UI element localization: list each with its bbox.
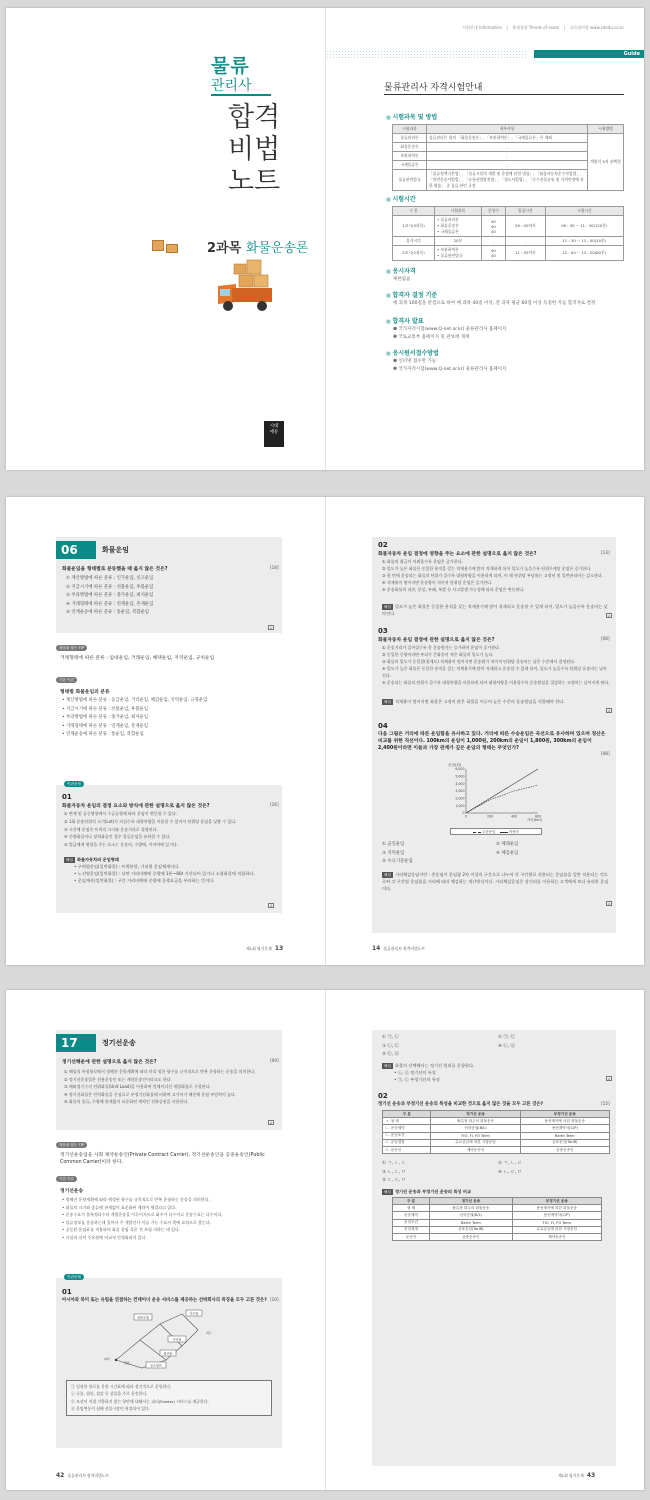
option: ② 정기선운송업은 전용운송인 또는 계약운송인이라고도 한다. — [64, 1076, 172, 1082]
q02-options — [382, 558, 610, 593]
question-year: [18] — [270, 565, 279, 570]
option: ④ ㄴ, ㄹ, ㅁ — [498, 1169, 522, 1175]
td: 보관하역론 — [393, 152, 427, 161]
option: ④ 밀도가 높은 화물은 동일한 용적을 갖는 적재용기에 많이 적재하고 운송할 수 있게 되어, 밀도가 높을수록 단위당 운송비는 낮아진다. — [382, 666, 607, 678]
option: ① 균일운임 — [382, 842, 405, 847]
option: ② ㄱ, ㄴ, ㄹ — [498, 1161, 522, 1166]
tip-pill: 정답을 찾는 TIP — [56, 1142, 87, 1148]
related-q-year: [10] — [270, 1297, 279, 1302]
option: ② 밀도가 높은 화물은 동일한 용적을 갖는 적재용기에 많이 적재하게 되어 밀도가 높을수록 단위무게당 운임은 증가한다. — [382, 566, 592, 571]
diagram-node: 허브 — [206, 1331, 212, 1335]
chart-y-tick: 5,000 — [455, 774, 465, 779]
explanation-tag: 해설 — [384, 605, 391, 609]
diagram-node: 중소항만 — [150, 1363, 162, 1368]
th: 부정기선 운송 — [520, 1111, 609, 1118]
tip-pill: 정답을 찾는 TIP — [56, 645, 87, 651]
th: 부정기선 운송 — [512, 1198, 601, 1205]
td: 운임조건 — [393, 1219, 430, 1226]
td: - — [427, 152, 588, 161]
td: 휴식시간 — [393, 237, 435, 246]
header-item: 시험안내 Information — [462, 25, 503, 30]
section-eligibility: ■ 응시자격 — [386, 266, 416, 275]
legend-item: 직선비 — [508, 830, 519, 834]
td: 「물류정책기본법」, 「물류시설의 개발 및 운영에 관한 법률」, 「화물자동차운수사업법」, 「항만운송사업법」, 「유통산업발전법」, 「철도사업법」, 「농수산물유통 및 가격안정에 관한 법률」 중 물류 관련 규정 — [427, 170, 588, 191]
td: 12 : 00 ~ 13 : 20(80분) — [545, 246, 623, 261]
option: ① 운송거리가 길어질수록 총 운송원가는 증가하며 운임이 증가한다. — [382, 645, 501, 650]
option: ② ㉠, ㉢ — [498, 1035, 515, 1040]
td: 국제물류론 — [393, 161, 427, 170]
td: ㄱ. 형 태 — [383, 1118, 431, 1125]
option: ③ 해외정기수지 단위화물(Unit Load)을 이용하여 컨테이너선 개발화물로 구성된다. — [64, 1084, 211, 1090]
page-number: 14 — [372, 945, 381, 952]
explanation-title: 화물자동차의 운임형태 — [76, 857, 119, 862]
td: 2교시(2과목) — [393, 246, 435, 261]
td: 용선계약서(C/P) — [520, 1125, 609, 1132]
eligibility-text: 제한없음 — [393, 277, 411, 282]
th: 구 분 — [393, 1198, 430, 1205]
td: 40 40 40 — [481, 216, 506, 237]
option: ② 동일한 중량이라면 부피가 큰화물이 적은 화물의 밀도가 높다. — [382, 652, 494, 657]
q02-text: 화물자동차 운임 결정에 영향을 주는 요소에 관한 설명으로 옳지 않은 것은? — [378, 552, 537, 557]
distance-fare-chart — [444, 761, 544, 827]
section-announcement: ■ 합격자 발표 — [386, 316, 424, 325]
chart-y-tick: 4,000 — [455, 781, 465, 786]
th: 세부사항 — [427, 125, 588, 134]
explanation-tag: 해설 — [66, 858, 73, 862]
td: 계약운송인 — [512, 1233, 601, 1240]
explanation-line: • ㉠, ㉢ 부정기선의 특징 — [394, 1077, 440, 1083]
chart-x-tick: 200 — [486, 814, 494, 819]
explanation-text: 거리체감운임이란 : 총운임이 운임함 2차 이상의 구간으로 나누어 각 구간별로 적용되는 운임률을 일반 적용되는 것으로써 각 구간별 운임률을 거리에 따라 체감하는 개산방식이다. 거리체감운임은 장거리를 이용하는 고객에게 보다 유리한 운임이다. — [382, 872, 609, 892]
guide-title-rule — [384, 94, 624, 95]
q04-text: 다음 그림은 거리에 따른 운임함을 유사하고 있다. 거리에 따른 수송운임은 곡선으로 유사하며 있으며 정산은 비교를 위한 직선이다. 100km의 운임이 1,000원, 200km의 운임이 1,800원, 300km의 운임이 2,400원이라면 이들과 가장 관계가 깊은 운임의 형태는 무엇인가? — [378, 732, 606, 752]
related-q-explanation — [64, 856, 255, 885]
td: 물류관리론 내의 「화물운송론」, 「보관하역론」, 「국제물류론」은 제외 — [427, 134, 588, 143]
tip-text: 정기선운송업을 사회 제약운송인(Private Contract Carrier), 정기선운송인을 공중운송인(Public Common Carrier)이라 한다. — [60, 1153, 265, 1166]
section-pass-criteria: ■ 합격자 결정 기준 — [386, 290, 437, 299]
theory-item: • 공동된 운임표를 적용하며 화물 운임 혹은 전 보험 의하는 데 있다. — [62, 1227, 181, 1233]
th: 시험과목 — [393, 125, 427, 134]
option: ③ 화물의 밀도가 동일할(합계도) 적재율이 떨어지면 운송원가 적어져 단위당 운송비는 낮은 수준에서 결정된다. — [382, 659, 576, 664]
diagram-node: 피더 — [104, 1357, 110, 1361]
comparison-answer-table — [392, 1197, 602, 1241]
answer-badge: ② — [269, 1121, 273, 1125]
td: 공표운임(Tariff) — [430, 1226, 513, 1233]
box-illustration — [152, 240, 164, 251]
q04-options-right — [496, 841, 518, 858]
td: 용선계약에 의한 화물운송 — [520, 1118, 609, 1125]
theory-title: 형태별 화물운임의 분류 — [60, 690, 110, 695]
td: 불특정 화주의 화물운송 — [431, 1118, 520, 1125]
q04-options-left — [382, 841, 413, 867]
td: Berth Term — [430, 1219, 513, 1226]
statement: ㉣ 운임변동이 심해 선물시장이 형성되어 있다. — [71, 1406, 150, 1412]
option: ① 화물의 취급이 어려울수록 운임은 증가한다. — [382, 559, 463, 564]
chart-y-tick: 3,000 — [455, 789, 465, 794]
answer-badge: ③ — [269, 904, 273, 908]
related-questions-box — [372, 1030, 616, 1466]
announcement-1: ❶ 국가자격시험(www.Q-net.or.kr) 물류관리사 홈페이지 — [393, 327, 507, 332]
td: 물류관리론 — [393, 134, 427, 143]
explanation-line: • 운임계산(일반화물) : 구간 거리비례에 중량에 운행요금을 부과하는 뜻이다. — [74, 878, 215, 884]
theory-list — [62, 1196, 223, 1242]
chart-y-tick: 1,000 — [455, 803, 465, 808]
td: ㄷ. 운임조건 — [383, 1132, 431, 1139]
chart-legend — [450, 828, 542, 835]
theory-list — [62, 697, 207, 740]
q01-options-right — [498, 1034, 515, 1051]
td: 40 40 — [481, 246, 506, 261]
q03-number: 03 — [378, 627, 388, 635]
q01-explanation — [382, 1062, 474, 1083]
q04-number: 04 — [378, 722, 388, 730]
cover-title-manager: 관리사 — [211, 78, 252, 94]
option: ① 계산방법에 따른 분류 : 인가운임, 신고운임 — [66, 576, 154, 581]
option: ① 해상의 특정항로에서 정해진 운항계획에 따라 미리 정한 항구를 규칙적으로 반복 운항하는 운송을 의미한다. — [64, 1069, 256, 1074]
option: ⑤ 연계운송에 따른 분류 : 통운임, 복합운임 — [66, 610, 150, 616]
td: 1교시(3과목) — [393, 216, 435, 237]
page-14 — [326, 497, 644, 965]
section-subjects: ■ 시험과목 및 방법 — [386, 112, 437, 121]
legend-swatch-solid — [500, 832, 508, 833]
page-number: 42 — [56, 1472, 65, 1479]
explanation-line: • 노선별운임(일반화물) : 다만 거리비례에 중량에 1톤~80ℓ 기산되어 있거나 소형화물에 적합하다. — [74, 871, 255, 877]
answer-badge: ④ — [607, 902, 611, 906]
th: 시험방법 — [588, 125, 624, 134]
option: ② 1회 운송단위의 크기(Lot)가 커질수록 대형차량을 이용할 수 있어서 단위당 운임을 낮출 수 있다. — [64, 818, 237, 824]
q01-options-left — [382, 1034, 399, 1060]
cover-big-3: 노트 — [228, 166, 281, 197]
td: 09 : 00까지 — [506, 216, 545, 237]
page-footer — [246, 945, 283, 952]
tip-text: 거래형태에 따른 분류 : 임대운임, 거래운임, 혜택운임, 지역운임, 규칙운임 — [60, 656, 215, 661]
option: ③ ㉡, ㉢ — [382, 1043, 399, 1049]
truck-illustration — [214, 258, 284, 320]
diagram-node: 허브항 — [189, 1311, 199, 1316]
th: 정기선 운송 — [430, 1198, 513, 1205]
footer-label: 물류관리사 합격비법노트 — [383, 946, 426, 951]
td: 운송계약 — [393, 1212, 430, 1219]
related-q-number: 01 — [62, 793, 72, 801]
guide-page — [326, 8, 644, 470]
option: ④ 정기선화물은 인력화물을 중심으로 부정기선화물에 비하여 고가이기 때문에 운임 부담력이 높다. — [64, 1091, 237, 1097]
option: ① ㉠, ㉡ — [382, 1035, 399, 1040]
guide-header — [333, 25, 644, 45]
guide-dot-pattern — [326, 50, 526, 58]
question-options — [66, 575, 153, 618]
related-q-year: [16] — [270, 802, 279, 807]
sub-statements — [71, 1383, 267, 1413]
q03-options — [382, 644, 610, 686]
page-number: 13 — [274, 945, 284, 952]
q02-text: 정기선 운송과 부정기선 운송의 특성을 비교한 것으로 옳지 않은 것을 모두 고른 것은? — [378, 1102, 544, 1107]
td: 운임결정 — [393, 1226, 430, 1233]
hub-spoke-diagram — [102, 1306, 232, 1378]
td: • 보관하역론 • 물류관련법규 — [435, 246, 482, 261]
td: 공표운임(Tariff) — [520, 1139, 609, 1146]
footer-label: 제1회 필기문제 — [558, 1473, 584, 1478]
cover-subject-name: 화물운송론 — [245, 241, 309, 256]
footer-label: 제1회 필기문제 — [246, 946, 272, 951]
td: Berth Term — [520, 1132, 609, 1139]
question-options — [64, 1068, 278, 1106]
cover-big-2: 비법 — [228, 134, 281, 165]
answer-badge: ① — [269, 626, 273, 630]
pass-criteria-text: 매 과목 100점을 만점으로 하여 매 과목 40점 이상, 전 과목 평균 60점 이상 득점한 자를 합격자로 결정 — [393, 301, 596, 306]
explanation-title: 정기선 운송과 부정기선 운송의 특성 비교 — [394, 1189, 472, 1194]
page-42 — [6, 990, 325, 1490]
application-1: ❶ 인터넷 접수만 가능 — [393, 359, 437, 364]
option: ④ 거래형태에 따른 분류 : 연계운임, 혼재운임 — [66, 601, 154, 607]
theory-item: • 연계운송에 따른 분류 : 통운임, 복합운임 — [62, 732, 144, 738]
explanation-text: 밀도가 높은 화물은 동일한 용적을 갖는 적재용기에 많이 적재되고 운송할 수 있게 되어, 밀도가 높을수록 운송비는 낮아진다. — [382, 604, 608, 617]
option: ⑤ ㉢, ㉣ — [382, 1052, 399, 1058]
section-exam-time: ■ 시험시간 — [386, 194, 416, 203]
td: 공중운송인 — [430, 1233, 513, 1240]
statement: ㉡ 곡물, 원목, 철강 등 살물을 주로 운송한다. — [71, 1391, 148, 1397]
diagram-node: 지역항 — [172, 1337, 182, 1342]
td: 물류관련법규 — [393, 170, 427, 191]
td: 수요공급에 의한 시장운임 — [431, 1139, 520, 1146]
question-number: 17 — [56, 1034, 96, 1052]
related-q-options — [64, 810, 236, 849]
td: - — [427, 161, 588, 170]
subjects-table — [392, 124, 624, 191]
cover-divider — [211, 94, 271, 96]
legend-item: 수송운임 — [482, 830, 496, 834]
chart-x-tick: 600 — [534, 814, 542, 819]
explanation-line: • 구역별운임(일반화물) : 트럭분할, 거리별 운임체계이다. — [74, 864, 180, 870]
td: ㄴ. 운송계약 — [383, 1125, 431, 1132]
theory-pill: 기본 이론 — [56, 1176, 77, 1182]
question-year: [09] — [270, 1058, 279, 1063]
td: 20분 — [435, 237, 482, 246]
th: 시험시간 — [545, 207, 623, 216]
theory-item: • 시설과 선의 주요원에 비교적 안정화되어 있다. — [62, 1234, 147, 1240]
question-text: 화물운임을 형태별로 분류했을 때 옳지 않은 것은? — [62, 567, 168, 572]
theory-item: • 화물의 크기와 종류에 관계없이 표준화된 계약이 체결되고 있다. — [62, 1204, 177, 1210]
td: 공중운송인 — [520, 1146, 609, 1153]
chart-y-label: 운임(원) — [448, 763, 462, 767]
header-item: 고득점비법 www.sdedu.co.kr — [569, 25, 624, 30]
td: 용선계약에 의한 화물운송 — [512, 1205, 601, 1212]
td: 운송인 — [393, 1233, 430, 1240]
q02-number: 02 — [378, 541, 388, 549]
theory-item: • 지급시기에 따른 분류 : 선불운임, 후불운임 — [62, 706, 148, 712]
diagram-node: 물류 — [124, 1361, 130, 1365]
question-text: 정기선해운에 관한 설명으로 옳지 않은 것은? — [62, 1060, 157, 1065]
explanation-line: 화물의 선택해서는 정기선 원리를 운항한다. — [394, 1063, 475, 1068]
option: ④ ㉡, ㉣ — [498, 1043, 515, 1049]
td: 09 : 30 ~ 11 : 30(120분) — [545, 216, 623, 237]
q03-explanation — [382, 698, 610, 705]
q02-number: 02 — [378, 1092, 388, 1100]
page-footer — [372, 945, 425, 952]
page-footer — [558, 1472, 595, 1479]
th: 시험과목 — [435, 207, 482, 216]
theory-item: • 부과방법에 따른 분류 : 종가운임, 최저운임 — [62, 715, 148, 721]
related-q-text: 화물자동차 운임의 결정 요소와 방식에 관한 설명으로 옳지 않은 것은? — [62, 804, 210, 809]
q02-options-right — [498, 1160, 522, 1177]
td: 선하증권(B/L) — [431, 1125, 520, 1132]
q02-explanation — [382, 603, 610, 617]
cover-page — [6, 8, 325, 470]
td: ㄹ. 운임결정 — [383, 1139, 431, 1146]
td: • 물류관리론 • 화물운송론 • 국제물류론 — [435, 216, 482, 237]
option: ② 지급시기에 따른 분류 : 선불운임, 후불운임 — [66, 584, 154, 590]
theory-item: • 물류정보를 운송하는데 있어서 주 개발선사 이를 기능 수요자 측에 요하므로 찾는다. — [62, 1219, 211, 1225]
chart-y-tick: 6,000 — [455, 767, 465, 772]
guide-header-items: 시험안내 Information │ 출제경향 Trends of exam │ 고득점비법 www.sdedu.co.kr — [462, 25, 624, 30]
q02-year: [13] — [601, 550, 610, 555]
answer-badge: ③ — [607, 709, 611, 713]
td: 용선계약서(C/P) — [512, 1212, 601, 1219]
option: ③ 한 번에 운송되는 화물의 단위가 클수록 대형차량을 이용하게 되며, 이 때 단위당 부담하는 고정비 및 일반관리비는 감소한다. — [382, 573, 603, 578]
diagram-node: 물류항 — [163, 1351, 173, 1356]
exam-time-table — [392, 206, 624, 261]
diagram-node: 화물유형 — [137, 1315, 149, 1320]
chart-x-unit: 거리(km) — [526, 818, 542, 822]
application-2: ❷ 국가자격시험(www.Q-net.or.kr) 물류관리사 홈페이지 — [393, 367, 507, 372]
page-footer — [56, 1472, 109, 1479]
guide-tab: Guide — [534, 50, 644, 58]
header-item: 출제경향 Trends of exam — [512, 25, 560, 30]
section-application: ■ 응시원서접수방법 — [386, 348, 439, 357]
explanation-tag: 해설 — [384, 873, 391, 877]
guide-title: 물류관리사 자격시험안내 — [384, 83, 483, 93]
option: ④ 체감운임 — [496, 850, 519, 856]
answer-badge: ② — [607, 1077, 611, 1081]
announcement-2: ❷ 국토교통부 홈페이지 및 관보에 게재 — [393, 335, 470, 340]
option: ③ 부과방법에 따른 분류 : 종가운임, 최저운임 — [66, 593, 154, 599]
td: 불특정 화주의 화물운송 — [430, 1205, 513, 1212]
cover-big-1: 합격 — [228, 102, 281, 133]
q04-explanation — [382, 871, 610, 892]
spread-p42-43 — [6, 990, 644, 1490]
th: 구 분 — [383, 1111, 431, 1118]
theory-title: 정기선운송 — [60, 1189, 84, 1194]
theory-item: • 정해진 운항계획에 따라 예정된 항구를 규칙적으로 반복 운항하는 운송을 의미한다. — [62, 1197, 210, 1202]
th: 구 분 — [393, 207, 435, 216]
chart-series-line — [466, 769, 538, 813]
related-pill: 연관문제 — [64, 1274, 84, 1280]
theory-item: • 거래형태에 따른 분류 : 연계운임, 혼재운임 — [62, 723, 148, 729]
option: ① ㄱ, ㄴ, ㄷ — [382, 1161, 406, 1166]
statement: ㉠ 일정한 항로를 운항 시간표에 따라 정기적으로 운항한다. — [71, 1384, 172, 1389]
chart-x-tick: 400 — [510, 814, 518, 819]
td: 형 태 — [393, 1205, 430, 1212]
page-number: 43 — [586, 1472, 596, 1479]
option: ⑤ 수요기준운임 — [382, 859, 413, 865]
comparison-question-table — [382, 1110, 610, 1154]
footer-label: 물류관리사 합격비법노트 — [67, 1473, 110, 1478]
q02-explanation — [382, 1188, 471, 1195]
cover-title-logistics: 물류 — [211, 55, 250, 77]
statement: ㉢ 모선이 직접 기항하지 않는 항만에 대해서는 피더(Feeder) 서비스를 제공한다. — [71, 1398, 209, 1404]
explanation-tag: 해설 — [384, 700, 391, 704]
option: ⑤ 벌금에게 영향을 주는 요소는 운송비, 수량에, 이어야에 있기다. — [64, 842, 179, 848]
option: ③ ㄴ, ㄷ, ㅁ — [382, 1169, 406, 1175]
td: ㅁ. 운송인 — [383, 1146, 431, 1153]
theory-pill: 기본 이론 — [56, 677, 77, 683]
q02-options-left — [382, 1160, 406, 1186]
td: 선하증권(B/L) — [430, 1212, 513, 1219]
theory-item: • 운송수요가 불특정다수의 개별운송을 이루어지므로 화주가 다수이고 운송수요는 다수이다. — [62, 1212, 223, 1218]
td: - — [427, 143, 588, 152]
question-topic: 정기선운송 — [102, 1039, 136, 1047]
option: ② 체례운임 — [496, 842, 519, 847]
th: 문항수 — [481, 207, 506, 216]
td: 11 : 30 ~ 11 : 50(20분) — [545, 237, 623, 246]
option: ⑤ ㄷ, ㄹ, ㅁ — [382, 1178, 406, 1184]
page-13 — [6, 497, 325, 965]
publisher-logo: 시대 에듀 — [264, 421, 284, 447]
legend-swatch-dash — [473, 832, 481, 833]
option: ⑤ 운송화물의 파손, 분실, 부패, 폭발 등 사고발생 가능성에 따라 운임은 변동된다. — [382, 587, 525, 592]
th: 정기선 운송 — [431, 1111, 520, 1118]
q04-year: [08] — [601, 751, 610, 756]
sub-statements-box — [66, 1380, 272, 1416]
td: 계약운송인 — [431, 1146, 520, 1153]
cover-subject — [207, 237, 309, 256]
related-q-text: 아시아와 북미 또는 유럽을 연결하는 컨테이너 운송 서비스를 제공하는 선박회사의 특징을 모두 고른 것은? — [62, 1298, 267, 1303]
option: ⑤ 화물의 종류, 수량에 관계없이 표준화된 계약인 선하증권을 사용한다. — [64, 1099, 189, 1105]
option: ④ 적재율이 떨어지면 운송량이 적어져 단위당 운임은 증가한다. — [382, 580, 493, 585]
chart-y-tick: 0 — [462, 811, 465, 816]
q02-year: [15] — [601, 1101, 610, 1106]
spread-p13-14 — [6, 497, 644, 965]
chart-x-tick: 0 — [464, 814, 468, 819]
chart-y-tick: 2,000 — [455, 796, 465, 801]
related-q-number: 01 — [62, 1288, 72, 1296]
explanation-tag: 해설 — [384, 1190, 391, 1194]
option: ③ 지역운임 — [382, 850, 405, 856]
td: FIO, FI, FO Term — [431, 1132, 520, 1139]
option: ④ 중량화물이나 장척화물인 경우 할증운임을 유하할 수 있다. — [64, 834, 171, 840]
td: - — [481, 237, 506, 246]
option: ① 변제 및 공중영향에서 수급균형에 따라 운임이 변동될 수 있다. — [64, 811, 177, 816]
question-number: 06 — [56, 541, 96, 559]
spread-cover-guide — [6, 8, 644, 470]
td: 수요공급에 의한 시장운임 — [512, 1226, 601, 1233]
td: 11 : 50까지 — [506, 246, 545, 261]
td: FIO, FI, FO Term — [512, 1219, 601, 1226]
explanation-tag: 해설 — [384, 1064, 391, 1068]
option: ⑤ 운송되는 화물의 단위가 클수록 대형차량을 이용하게 되어 대형차량을 이용할수록 운송원임을 절감하는 고정비는 낮아지게 된다. — [382, 680, 610, 685]
option: ③ 시간에 운임은 트럭의 크기와 운송거리로 결정된다. — [64, 826, 158, 832]
page-43 — [326, 990, 644, 1490]
explanation-line: • ㉡, ㉣ 정기선의 특징 — [394, 1070, 436, 1076]
related-pill: 연관문제 — [64, 781, 84, 787]
td: - — [506, 237, 545, 246]
q03-text: 화물자동차 운임 결정에 관한 설명으로 옳지 않은 것은? — [378, 638, 495, 643]
q03-year: [08] — [601, 636, 610, 641]
box-illustration — [166, 244, 178, 253]
answer-badge: ② — [607, 614, 611, 618]
cover-subject-no: 2과목 — [207, 241, 242, 256]
theory-item: • 계산방법에 따른 분류 : 등급운임, 거리운임, 체감운임, 지역운임, 규정운임 — [62, 698, 208, 703]
td-method: 객관식 5지 선택형 — [588, 134, 624, 191]
td: 화물운송론 — [393, 143, 427, 152]
explanation-text: 적재율이 떨어지면 화물은 고정비 많은 화물을 이루어 높은 수준의 운송원임을 지불해야 한다. — [394, 699, 565, 704]
th: 입실시간 — [506, 207, 545, 216]
question-topic: 화물운임 — [102, 546, 130, 554]
chart-series-line — [466, 785, 538, 813]
